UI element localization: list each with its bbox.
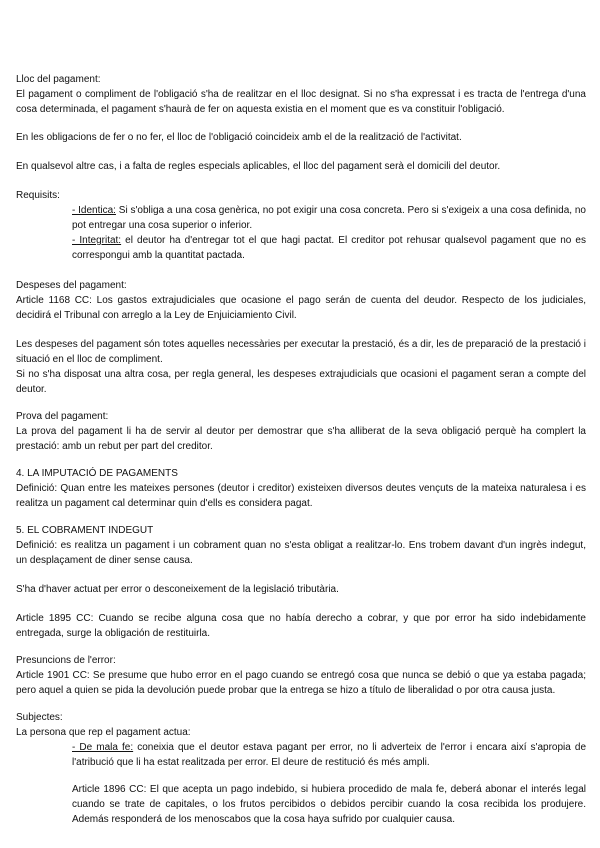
identica-text: Si s'obliga a una cosa genèrica, no pot exigir una cosa concreta. Pero si s'exigeix a una cosa definida, no pot entregar una cosa superior o inferior. bbox=[72, 205, 586, 231]
lloc-heading: Lloc del pagament: bbox=[16, 74, 101, 85]
lloc-paragraph-3: En qualsevol altre cas, i a falta de regles especials aplicables, el lloc del pagament serà el domicili del deutor. bbox=[16, 161, 501, 172]
subjectes-line: La persona que rep el pagament actua: bbox=[16, 727, 191, 738]
despeses-paragraph-3: Si no s'ha disposat una altra cosa, per regla general, les despeses extrajudicials que ocasioni el pagament seran a compte del deutor. bbox=[16, 369, 586, 395]
subjecte-mala-fe bbox=[16, 740, 586, 770]
integritat-label: - Integritat: bbox=[72, 235, 122, 246]
requisit-identica bbox=[16, 203, 586, 233]
document-page bbox=[16, 72, 586, 827]
prova-heading: Prova del pagament: bbox=[16, 411, 109, 422]
despeses-paragraph-1: Article 1168 CC: Los gastos extrajudiciales que ocasione el pago serán de cuenta del deudor. Respecto de los judiciales, decidirá el Tribunal con arreglo a la Ley de Enjuiciamiento Civil. bbox=[16, 295, 586, 321]
cobrament-paragraph-3: Article 1895 CC: Cuando se recibe alguna cosa que no había derecho a cobrar, y que por error ha sido indebidamente entregada, surge la obligación de restituirla. bbox=[16, 613, 586, 639]
lloc-paragraph-2: En les obligacions de fer o no fer, el lloc de l'obligació coincideix amb el de la realització de l'activitat. bbox=[16, 132, 462, 143]
lloc-paragraph-1: El pagament o compliment de l'obligació s'ha de realitzar en el lloc designat. Si no s'ha expressat i es tracta de l'entrega d'una cosa determinada, el pagament s'haurà de fer on aquesta existia en el moment que es va constituir l'obligació. bbox=[16, 89, 586, 115]
requisit-integritat bbox=[16, 233, 586, 263]
mala-fe-text: coneixia que el deutor estava pagant per error, no li adverteix de l'error i encara així s'apropia de l'atribució que li ha estat realitzada per error. El deure de restitució és més ampli. bbox=[72, 742, 586, 768]
cobrament-paragraph-2: S'ha d'haver actuat per error o desconeixement de la legislació tributària. bbox=[16, 584, 339, 595]
imputacio-paragraph-1: Definició: Quan entre les mateixes persones (deutor i creditor) existeixen diversos deutes vençuts de la mateixa naturalesa i es realitza un pagament cal determinar quin d'ells es considera pagat. bbox=[16, 483, 586, 509]
requisits-heading: Requisits: bbox=[16, 190, 60, 201]
identica-label: - Identica: bbox=[72, 205, 116, 216]
article-1896: Article 1896 CC: El que acepta un pago indebido, si hubiera procedido de mala fe, deberá abonar el interés legal cuando se trate de capitales, o los frutos percibidos o debidos percibir cuando la cosa recibida los produjere. Además responderá de los menoscabos que la cosa haya sufrido por cualquier causa. bbox=[72, 784, 586, 825]
imputacio-heading: 4. LA IMPUTACIÓ DE PAGAMENTS bbox=[16, 468, 178, 479]
prova-paragraph-1: La prova del pagament li ha de servir al deutor per demostrar que s'ha alliberat de la seva obligació perquè ha complert la prestació: amb un rebut per part del creditor. bbox=[16, 426, 586, 452]
cobrament-paragraph-1: Definició: es realitza un pagament i un cobrament quan no s'esta obligat a realitzar-lo. Ens trobem davant d'un ingrès indegut, un desplaçament de diner sense causa. bbox=[16, 540, 586, 566]
presuncions-paragraph-1: Article 1901 CC: Se presume que hubo error en el pago cuando se entregó cosa que nunca se debió o que ya estaba pagada; pero aquel a quien se pida la devolución puede probar que la entrega se hizo a título de liberalidad o por otra causa justa. bbox=[16, 670, 586, 696]
cobrament-heading: 5. EL COBRAMENT INDEGUT bbox=[16, 525, 154, 536]
despeses-heading: Despeses del pagament: bbox=[16, 280, 127, 291]
mala-fe-label: - De mala fe: bbox=[72, 742, 134, 753]
presuncions-heading: Presuncions de l'error: bbox=[16, 655, 116, 666]
subjectes-heading: Subjectes: bbox=[16, 712, 63, 723]
despeses-paragraph-2: Les despeses del pagament són totes aquelles necessàries per executar la prestació, és a dir, les de preparació de la prestació i situació en el lloc de compliment. bbox=[16, 339, 586, 365]
integritat-text: el deutor ha d'entregar tot el que hagi pactat. El creditor pot rehusar qualsevol pagament que no es correspongui amb la quantitat pactada. bbox=[72, 235, 586, 261]
